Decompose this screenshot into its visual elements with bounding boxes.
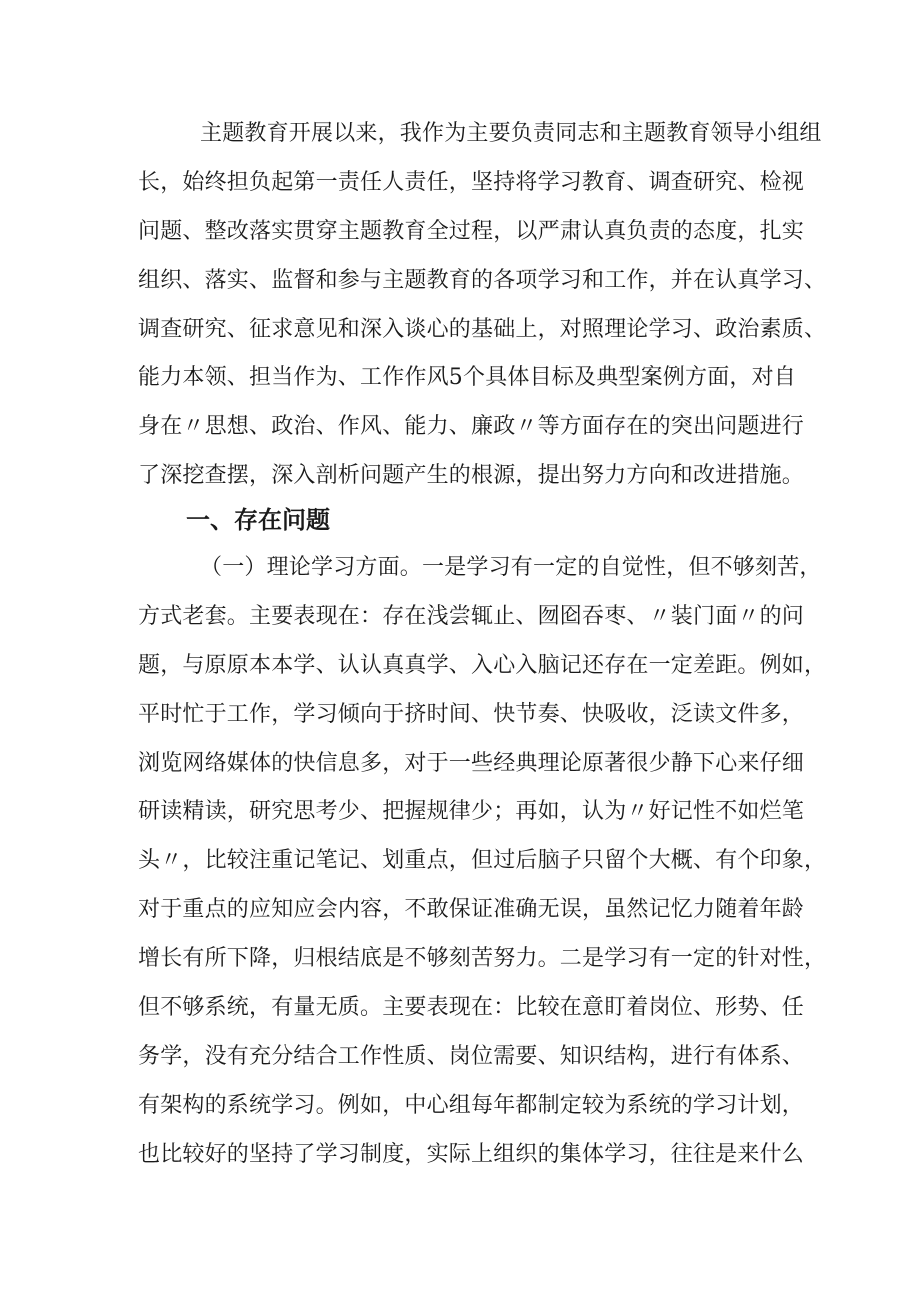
- paragraph-line: 务学，没有充分结合工作性质、岗位需要、知识结构，进行有体系、: [138, 1043, 805, 1069]
- paragraph-line: 研读精读，研究思考少、把握规律少；再如，认为〃好记性不如烂笔: [138, 799, 805, 825]
- paragraph-line: （一）理论学习方面。一是学习有一定的自觉性，但不够刻苦，: [200, 555, 822, 580]
- paragraph-line: 增长有所下降，归根结底是不够刻苦努力。二是学习有一定的针对性，: [138, 946, 827, 972]
- paragraph-line: 调查研究、征求意见和深入谈心的基础上，对照理论学习、政治素质、: [138, 316, 827, 342]
- paragraph-line: 头〃，比较注重记笔记、划重点，但过后脑子只留个大概、有个印象，: [138, 848, 827, 874]
- paragraph-line: 平时忙于工作，学习倾向于挤时间、快节奏、快吸收，泛读文件多，: [138, 701, 805, 727]
- paragraph-line: 有架构的系统学习。例如，中心组每年都制定较为系统的学习计划，: [138, 1092, 805, 1118]
- paragraph-line: 题，与原原本本学、认认真真学、入心入脑记还存在一定差距。例如，: [138, 652, 827, 678]
- paragraph-line: 浏览网络媒体的快信息多，对于一些经典理论原著很少静下心来仔细: [138, 750, 805, 776]
- paragraph-line: 对于重点的应知应会内容，不敢保证准确无误，虽然记忆力随着年龄: [138, 897, 805, 923]
- paragraph-line: 主题教育开展以来，我作为主要负责同志和主题教育领导小组组: [200, 121, 822, 146]
- paragraph-line: 方式老套。主要表现在：存在浅尝辄止、囫囵吞枣、〃装门面〃的问: [138, 603, 805, 629]
- section-heading-block: [138, 496, 798, 545]
- paragraph-line: 问题、整改落实贯穿主题教育全过程，以严肃认真负责的态度，扎实: [138, 218, 805, 244]
- paragraph-line: 了深挖查摆，深入剖析问题产生的根源，提出努力方向和改进措施。: [138, 463, 805, 489]
- paragraph-line: 组织、落实、监督和参与主题教育的各项学习和工作，并在认真学习、: [138, 267, 827, 293]
- paragraph-line: 身在〃思想、政治、作风、能力、廉政〃等方面存在的突出问题进行: [138, 414, 805, 440]
- body-paragraph: [138, 544, 827, 1180]
- paragraph-line: 能力本领、担当作为、工作作风5个具体目标及典型案例方面，对自: [138, 365, 796, 391]
- paragraph-line: 也比较好的坚持了学习制度，实际上组织的集体学习，往往是来什么: [138, 1141, 805, 1167]
- paragraph-line: 但不够系统，有量无质。主要表现在：比较在意盯着岗位、形势、任: [138, 995, 805, 1021]
- paragraph-line: 长，始终担负起第一责任人责任，坚持将学习教育、调查研究、检视: [138, 169, 805, 195]
- intro-paragraph: [138, 110, 827, 501]
- section-heading: 一、存在问题: [186, 506, 330, 534]
